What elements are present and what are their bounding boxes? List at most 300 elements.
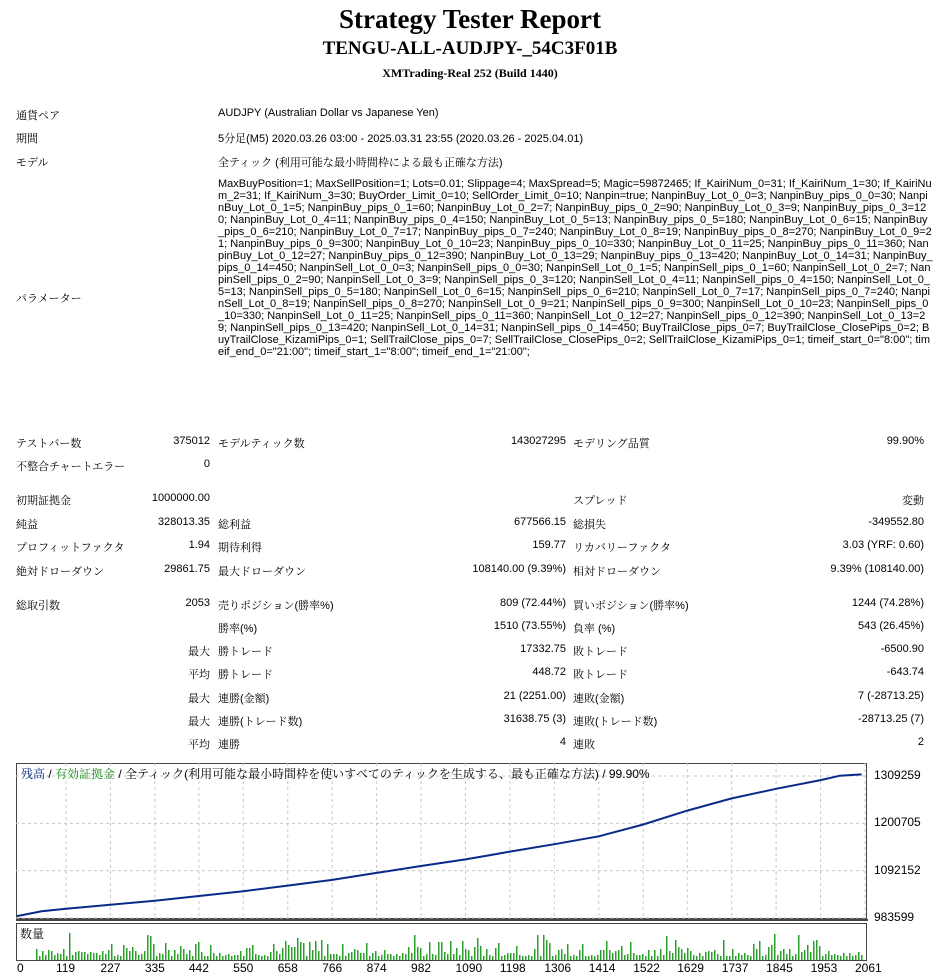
volume-bar <box>225 955 227 960</box>
bars-label: テストバー数 <box>16 438 82 450</box>
volume-bar <box>180 946 182 960</box>
volume-bar <box>507 953 509 960</box>
volume-bar <box>435 955 437 960</box>
balance-chart <box>16 763 932 923</box>
x-tick-label: 1198 <box>499 961 526 975</box>
volume-bar <box>222 956 224 960</box>
volume-bar <box>426 954 428 960</box>
volume-bar <box>276 951 278 960</box>
volume-bar <box>726 956 728 960</box>
max-label-1: 最大 <box>188 646 210 658</box>
volume-bar <box>330 954 332 960</box>
volume-bar <box>567 944 569 960</box>
volume-bar <box>621 946 623 960</box>
volume-bar <box>306 956 308 960</box>
volume-bar <box>672 953 674 960</box>
volume-bar <box>600 950 602 960</box>
volume-bar <box>429 942 431 960</box>
volume-bar <box>99 955 101 960</box>
conwin-value: 21 (2251.00) <box>503 690 566 702</box>
grossprofit-label: 総利益 <box>218 519 251 531</box>
volume-bar <box>552 956 554 960</box>
avgconloss-label: 連敗 <box>573 739 595 751</box>
volume-bar <box>357 950 359 960</box>
legend-rest: / 全ティック(利用可能な最小時間枠を使いすべてのティックを生成する、最も正確な方法) / 99.90% <box>115 767 650 781</box>
volume-bar <box>267 956 269 960</box>
volume-bar <box>516 946 518 960</box>
volume-bar <box>45 955 47 960</box>
avgloss-value: -643.74 <box>886 666 924 678</box>
volume-bar <box>510 953 512 960</box>
bigloss-label: 敗トレード <box>573 646 628 658</box>
recovery-value: 3.03 (YRF: 0.60) <box>842 539 924 551</box>
volume-bar <box>102 951 104 960</box>
volume-bar <box>801 952 803 960</box>
volume-bar <box>729 956 731 960</box>
x-tick-label: 335 <box>144 961 165 975</box>
short-value: 809 (72.44%) <box>499 597 566 609</box>
volume-bar <box>693 955 695 960</box>
volume-bar <box>375 951 377 960</box>
volume-bar <box>819 946 821 960</box>
volume-bar <box>498 943 500 960</box>
volume-bar <box>765 955 767 960</box>
volume-bar <box>294 947 296 960</box>
volume-bar <box>480 946 482 960</box>
volume-bar <box>696 956 698 960</box>
volume-bar <box>150 936 152 960</box>
volume-bar <box>795 954 797 960</box>
x-tick-label: 0 <box>17 961 24 975</box>
volume-bar <box>69 933 71 960</box>
volume-bar <box>618 950 620 960</box>
avg-label-2: 平均 <box>188 739 210 751</box>
volume-bar <box>417 947 419 960</box>
max-label-3: 最大 <box>188 716 210 728</box>
spread-label: スプレッド <box>573 495 628 507</box>
volume-bar <box>366 943 368 960</box>
volume-bar <box>60 954 62 960</box>
expected-value: 159.77 <box>532 539 566 551</box>
volume-bar <box>108 950 110 960</box>
volume-bar <box>687 948 689 960</box>
volume-bar <box>486 949 488 960</box>
mismatch-value: 0 <box>203 458 210 470</box>
volume-bar <box>531 956 533 960</box>
volume-bar <box>525 956 527 960</box>
volume-bar <box>432 954 434 960</box>
volume-bar <box>639 955 641 960</box>
volume-bar <box>162 954 164 960</box>
volume-bar <box>573 955 575 960</box>
avgloss-label: 敗トレード <box>573 669 628 681</box>
volume-bar <box>273 944 275 960</box>
quality-value: 99.90% <box>886 435 924 447</box>
volume-bar <box>594 956 596 960</box>
volume-bar <box>741 955 743 960</box>
bigwin-value: 17332.75 <box>520 643 566 655</box>
volume-bar <box>438 942 440 960</box>
volume-bar <box>360 953 362 960</box>
volume-bar <box>279 954 281 960</box>
x-tick-label: 119 <box>55 961 76 975</box>
volume-bar <box>456 948 458 960</box>
volume-bar <box>732 949 734 960</box>
x-tick-label: 2061 <box>855 961 882 975</box>
volume-bar <box>423 956 425 960</box>
conloss-value: 7 (-28713.25) <box>857 690 924 702</box>
grossloss-label: 総損失 <box>573 519 606 531</box>
volume-bar <box>825 954 827 960</box>
volume-bar <box>84 952 86 960</box>
conwin2-value: 31638.75 (3) <box>503 713 566 725</box>
volume-bar <box>117 955 119 960</box>
conloss2-value: -28713.25 (7) <box>857 713 924 725</box>
volume-bar <box>549 943 551 960</box>
volume-bar <box>444 952 446 960</box>
volume-bar <box>258 955 260 960</box>
grossprofit-value: 677566.15 <box>514 516 566 528</box>
volume-bar <box>657 956 659 960</box>
volume-bar <box>246 948 248 960</box>
volume-bar <box>669 951 671 960</box>
volume-bar <box>204 956 206 960</box>
volume-bar <box>495 948 497 960</box>
volume-bar <box>333 954 335 960</box>
volume-bar <box>459 955 461 960</box>
volume-bar <box>297 938 299 960</box>
volume-bar <box>114 956 116 960</box>
volume-bar <box>720 956 722 960</box>
volume-bar <box>126 948 128 960</box>
volume-bar <box>141 954 143 960</box>
volume-bar <box>93 953 95 960</box>
volume-bar <box>462 941 464 960</box>
volume-bar <box>171 956 173 960</box>
volume-bar <box>342 944 344 960</box>
volume-bar <box>858 952 860 960</box>
volume-bar <box>537 935 539 960</box>
chart-legend <box>21 765 650 782</box>
x-tick-label: 766 <box>322 961 343 975</box>
volume-bar <box>48 950 50 960</box>
volume-bar <box>336 954 338 960</box>
volume-bar <box>321 940 323 960</box>
volume-bar <box>651 956 653 960</box>
volume-bar <box>564 954 566 960</box>
volume-bar <box>477 938 479 960</box>
volume-bar <box>42 951 44 960</box>
ea-name: TENGU-ALL-AUDJPY-_54C3F01B <box>322 38 618 59</box>
volume-bar <box>579 950 581 960</box>
recovery-label: リカバリーファクタ <box>573 542 671 554</box>
volume-bar <box>699 953 701 960</box>
volume-bar <box>831 955 833 960</box>
absdd-value: 29861.75 <box>164 563 210 575</box>
y-tick-label: 1200705 <box>874 815 921 830</box>
avgconwin-value: 4 <box>559 736 566 748</box>
volume-bar <box>540 956 542 960</box>
volume-bar <box>318 951 320 960</box>
volume-bar <box>339 956 341 960</box>
volume-bar <box>327 944 329 960</box>
volume-bar <box>684 953 686 960</box>
volume-bar <box>165 943 167 960</box>
volume-bar <box>849 953 851 960</box>
volume-bar <box>255 954 257 960</box>
volume-bar <box>660 949 662 960</box>
volume-bar <box>399 956 401 960</box>
reldd-value: 9.39% (108140.00) <box>830 563 924 575</box>
volume-bar <box>861 955 863 960</box>
x-tick-label: 1953 <box>810 961 838 975</box>
x-tick-label: 1845 <box>766 961 793 975</box>
ticks-value: 143027295 <box>510 435 566 447</box>
volume-bar <box>807 945 809 960</box>
volume-bar <box>705 952 707 960</box>
volume-bar <box>411 953 413 960</box>
long-value: 1244 (74.28%) <box>851 597 924 609</box>
volume-bar <box>723 940 725 960</box>
period-value: 5分足(M5) 2020.03.26 03:00 - 2025.03.31 23:55 (2020.03.26 - 2025.04.01) <box>218 133 584 145</box>
volume-bar <box>663 955 665 960</box>
volume-bar <box>159 953 161 960</box>
volume-bar <box>570 956 572 960</box>
long-label: 買いポジション(勝率%) <box>573 600 689 612</box>
legend-balance: 残高 <box>21 767 46 781</box>
volume-bar <box>198 942 200 960</box>
volume-bar <box>390 954 392 960</box>
maxdd-value: 108140.00 (9.39%) <box>472 563 566 575</box>
volume-bar <box>714 950 716 960</box>
params-value: MaxBuyPosition=1; MaxSellPosition=1; Lots=0.01; Slippage=4; MaxSpread=5; Magic=59872465; If_KairiNum_0=31; If_KairiNum_1=30; If_KairiNum_2=31; If_KairiNum_3=30; BuyOrder_Limit_0=10; SellOrder_Limit_0=10; Nanpin=true; NanpinBuy_Lot_0_0=3; NanpinBuy_pips_0_0=30; NanpinBuy_Lot_0_1=5; NanpinBuy_pips_0_1=60; NanpinBuy_Lot_0_2=7; NanpinBuy_pips_0_2=90; NanpinBuy_Lot_0_3=9; NanpinBuy_pips_0_3=120; NanpinBuy_Lot_0_4=11; NanpinBuy_pips_0_4=150; NanpinBuy_Lot_0_5=13; NanpinBuy_pips_0_5=180; NanpinBuy_Lot_0_6=15; NanpinBuy_pips_0_6=210; NanpinBuy_Lot_0_7=17; NanpinBuy_pips_0_7=240; NanpinBuy_Lot_0_8=19; NanpinBuy_pips_0_8=270; NanpinBuy_Lot_0_9=21; NanpinBuy_pips_0_9=300; NanpinBuy_Lot_0_10=23; NanpinBuy_pips_0_10=330; NanpinBuy_Lot_0_11=25; NanpinBuy_pips_0_11=360; NanpinBuy_Lot_0_12=27; NanpinBuy_pips_0_12=390; NanpinBuy_Lot_0_13=29; NanpinBuy_pips_0_13=420; NanpinBuy_Lot_0_14=31; NanpinBuy_pips_0_14=450; NanpinSell_Lot_0_0=3; NanpinSell_pips_0_0=30; NanpinSell_Lot_0_1=5; NanpinSell_pips_0_1=60; NanpinSell_Lot_0_2=7; NanpinSell_pips_0_2=90; NanpinSell_Lot_0_3=9; NanpinSell_pips_0_3=120; NanpinSell_Lot_0_4=11; NanpinSell_pips_0_4=150; NanpinSell_Lot_0_5=13; NanpinSell_pips_0_5=180; NanpinSell_Lot_0_6=15; NanpinSell_pips_0_6=210; NanpinSell_Lot_0_7=17; NanpinSell_pips_0_7=240; NanpinSell_Lot_0_8=19; NanpinSell_pips_0_8=270; NanpinSell_Lot_0_9=21; NanpinSell_pips_0_9=300; NanpinSell_Lot_0_10=23; NanpinSell_pips_0_10=330; NanpinSell_Lot_0_11=25; NanpinSell_pips_0_11=360; NanpinSell_Lot_0_12=27; NanpinSell_pips_0_12=390; NanpinSell_Lot_0_13=29; NanpinSell_pips_0_13=420; NanpinSell_Lot_0_14=31; NanpinSell_pips_0_14=450; BuyTrailClose_pips_0=7; BuyTrailClose_ClosePips_0=2; BuyTrailClose_KizamiPips_0=1; SellTrailClose_pips_0=7; SellTrailClose_ClosePips_0=2; SellTrailClose_KizamiPips_0=1; timeif_start_0="8:00"; timeif_end_0="21:00"; timeif_start_1="8:00"; timeif_end_1="21:00"; <box>218 178 933 358</box>
trades-value: 2053 <box>185 597 210 609</box>
x-tick-label: 874 <box>366 961 387 975</box>
volume-bar <box>234 955 236 960</box>
legend-sep: / <box>45 767 56 781</box>
x-tick-label: 1629 <box>677 961 704 975</box>
volume-bar <box>471 956 473 960</box>
volume-bar <box>369 956 371 960</box>
volume-bar <box>789 949 791 960</box>
ticks-label: モデルティック数 <box>218 438 305 450</box>
conloss-label: 連敗(金額) <box>573 693 625 705</box>
volume-bar <box>363 953 365 960</box>
lossrate-value: 543 (26.45%) <box>857 620 924 632</box>
max-label-2: 最大 <box>188 693 210 705</box>
volume-bar <box>561 949 563 960</box>
volume-bar <box>555 955 557 960</box>
volume-bar <box>489 955 491 960</box>
volume-bar <box>492 956 494 960</box>
volume-bar <box>300 942 302 960</box>
volume-bar <box>123 945 125 960</box>
model-label: モデル <box>16 157 49 169</box>
volume-bar <box>609 950 611 960</box>
avgwin-value: 448.72 <box>532 666 566 678</box>
volume-bar <box>450 941 452 960</box>
volume-bar <box>264 955 266 960</box>
volume-bar <box>474 947 476 960</box>
volume-bar <box>504 955 506 960</box>
volume-bar <box>813 941 815 960</box>
legend-equity: 有効証拠金 <box>55 767 116 781</box>
volume-bar <box>186 954 188 960</box>
volume-bar <box>708 951 710 960</box>
volume-bar <box>228 954 230 960</box>
volume-bar <box>177 954 179 960</box>
volume-bar <box>528 955 530 960</box>
volume-bar <box>612 953 614 960</box>
symbol-label: 通貨ペア <box>16 110 60 122</box>
short-label: 売りポジション(勝率%) <box>218 600 334 612</box>
deposit-value: 1000000.00 <box>151 492 210 504</box>
volume-bar <box>384 950 386 960</box>
volume-bar <box>66 956 68 960</box>
volume-bar <box>135 951 137 960</box>
volume-bar <box>519 955 521 960</box>
volume-chart <box>16 923 932 963</box>
volume-bar <box>81 952 83 960</box>
x-tick-label: 658 <box>277 961 298 975</box>
volume-bar <box>711 952 713 960</box>
volume-bar <box>645 956 647 960</box>
volume-bar <box>756 949 758 960</box>
volume-bar <box>534 949 536 960</box>
volume-bar <box>453 954 455 960</box>
volume-bar <box>231 956 233 960</box>
conwin-label: 連勝(金額) <box>218 693 270 705</box>
server-build: XMTrading-Real 252 (Build 1440) <box>382 66 558 80</box>
avgconwin-label: 連勝 <box>218 739 240 751</box>
volume-bar <box>138 955 140 960</box>
volume-bar <box>378 956 380 960</box>
lossrate-label: 負率 (%) <box>573 623 616 635</box>
volume-bar <box>183 949 185 960</box>
volume-bar <box>702 956 704 960</box>
volume-bar <box>243 956 245 960</box>
volume-bar <box>543 935 545 960</box>
volume-bar <box>393 956 395 960</box>
volume-bar <box>675 940 677 960</box>
volume-bar <box>402 953 404 960</box>
avgwin-label: 勝トレード <box>218 669 273 681</box>
volume-bar <box>846 956 848 960</box>
volume-bar <box>750 956 752 960</box>
maxdd-label: 最大ドローダウン <box>218 566 306 578</box>
volume-bar <box>615 951 617 960</box>
conloss2-label: 連敗(トレード数) <box>573 716 658 728</box>
volume-bar <box>783 949 785 960</box>
volume-bar <box>822 956 824 960</box>
y-tick-label: 1092152 <box>874 862 921 877</box>
volume-bar <box>303 943 305 960</box>
y-tick-label: 983599 <box>874 910 915 924</box>
volume-bar <box>420 948 422 960</box>
volume-bar <box>351 952 353 960</box>
volume-bar <box>513 953 515 960</box>
volume-bar <box>324 956 326 960</box>
absdd-label: 絶対ドローダウン <box>16 566 104 578</box>
x-tick-label: 227 <box>100 961 121 975</box>
bars-value: 375012 <box>173 435 210 447</box>
volume-bar <box>387 954 389 960</box>
volume-bar <box>735 956 737 960</box>
volume-bar <box>690 951 692 960</box>
volume-bar <box>51 951 53 960</box>
volume-bar <box>120 956 122 960</box>
volume-bar <box>774 934 776 960</box>
volume-bar <box>201 952 203 960</box>
volume-bar <box>597 955 599 960</box>
volume-bar <box>654 950 656 960</box>
volume-bar <box>408 947 410 960</box>
volume-bar <box>465 949 467 960</box>
volume-bar <box>288 945 290 960</box>
deposit-label: 初期証拠金 <box>16 495 71 507</box>
volume-bar <box>753 944 755 960</box>
volume-bar <box>282 948 284 960</box>
volume-bar <box>777 955 779 960</box>
volume-bar <box>345 956 347 960</box>
volume-bar <box>585 956 587 960</box>
bigwin-label: 勝トレード <box>218 646 273 658</box>
volume-bar <box>441 942 443 960</box>
volume-bar <box>648 950 650 960</box>
volume-bar <box>606 941 608 960</box>
x-tick-label: 1737 <box>721 961 749 975</box>
volume-bar <box>804 950 806 960</box>
volume-bar <box>312 950 314 960</box>
volume-bar <box>195 944 197 960</box>
volume-bar <box>633 953 635 960</box>
model-value: 全ティック (利用可能な最小時間枠による最も正確な方法) <box>218 157 503 169</box>
report-title: Strategy Tester Report <box>339 4 601 34</box>
spread-value: 変動 <box>902 495 924 507</box>
avg-label-1: 平均 <box>188 669 210 681</box>
x-tick-label: 1306 <box>544 961 572 975</box>
volume-bar <box>678 947 680 960</box>
volume-bar <box>39 956 41 960</box>
volume-bar <box>372 953 374 960</box>
volume-bar <box>291 947 293 960</box>
volume-bar <box>717 954 719 960</box>
volume-bar <box>624 955 626 960</box>
volume-bar <box>147 935 149 960</box>
volume-bar <box>840 956 842 960</box>
volume-bar <box>168 950 170 960</box>
volume-bar <box>405 954 407 960</box>
volume-bar <box>738 953 740 960</box>
volume-bar <box>240 951 242 960</box>
volume-bar <box>786 954 788 960</box>
netprofit-label: 純益 <box>16 519 38 531</box>
volume-bar <box>522 956 524 960</box>
volume-bar <box>285 941 287 960</box>
volume-label: 数量 <box>20 927 45 941</box>
volume-bar <box>666 936 668 960</box>
volume-bar <box>210 945 212 960</box>
volume-bar <box>75 952 77 960</box>
x-tick-label: 1090 <box>455 961 483 975</box>
x-tick-label: 982 <box>411 961 432 975</box>
volume-bar <box>219 953 221 960</box>
volume-bar <box>447 954 449 960</box>
bigloss-value: -6500.90 <box>880 643 924 655</box>
volume-bar <box>96 953 98 960</box>
volume-bar <box>780 951 782 960</box>
volume-bar <box>744 953 746 960</box>
